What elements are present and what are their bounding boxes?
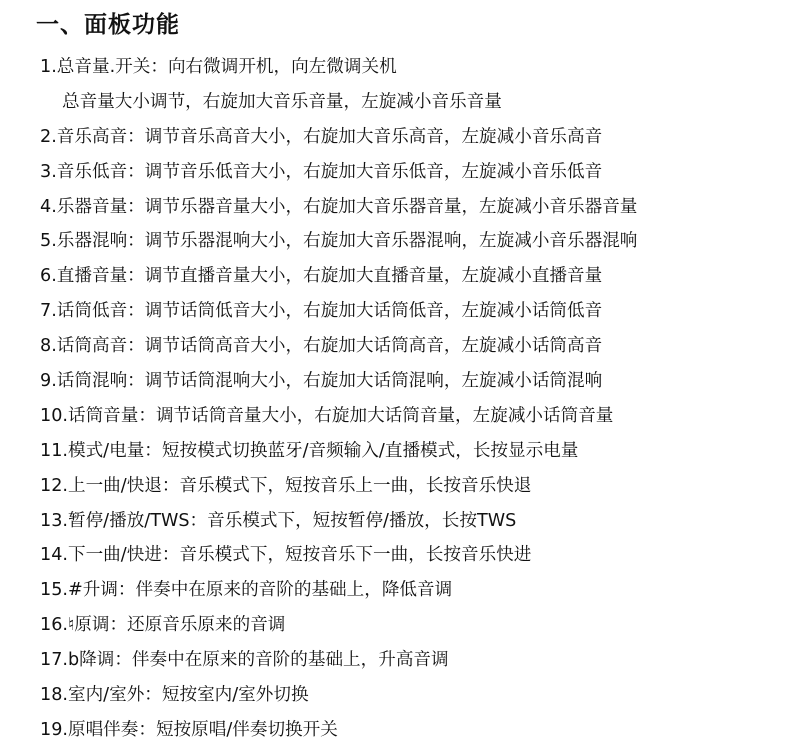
list-item bbox=[0, 50, 790, 85]
item-number: 8. bbox=[40, 336, 57, 357]
list-item bbox=[0, 469, 790, 504]
list-item bbox=[0, 294, 790, 329]
list-item bbox=[0, 329, 790, 364]
list-item bbox=[0, 538, 790, 573]
list-item bbox=[0, 504, 790, 539]
list-item bbox=[0, 643, 790, 678]
list-item bbox=[0, 120, 790, 155]
list-item bbox=[0, 713, 790, 748]
item-number: 5. bbox=[40, 231, 57, 252]
item-text: 音乐低音：调节音乐低音大小，右旋加大音乐低音，左旋减小音乐低音 bbox=[56, 161, 603, 182]
item-text: 上一曲/快退：音乐模式下，短按音乐上一曲，长按音乐快退 bbox=[67, 475, 532, 496]
item-number: 1. bbox=[40, 57, 57, 77]
item-number: 3. bbox=[40, 161, 57, 182]
item-number: 2. bbox=[40, 126, 57, 147]
item-number: 9. bbox=[40, 371, 57, 392]
item-text: 原唱伴奏：短按原唱/伴奏切换开关 bbox=[67, 719, 338, 740]
item-text: 话筒音量：调节话筒音量大小，右旋加大话筒音量，左旋减小话筒音量 bbox=[67, 405, 614, 426]
list-item bbox=[0, 364, 790, 399]
list-item bbox=[0, 155, 790, 190]
item-number: 7. bbox=[40, 301, 57, 322]
item-number: 15. bbox=[40, 580, 68, 601]
item-number: 13. bbox=[40, 510, 68, 531]
item-number: 17. bbox=[40, 650, 68, 671]
item-number: 12. bbox=[40, 475, 68, 496]
item-text: 乐器音量：调节乐器音量大小，右旋加大音乐器音量，左旋减小音乐器音量 bbox=[56, 196, 638, 217]
list-item bbox=[0, 434, 790, 469]
item-text: 直播音量：调节直播音量大小，右旋加大直播音量，左旋减小直播音量 bbox=[56, 266, 603, 287]
item-number: 10. bbox=[40, 405, 68, 426]
item-text: 话筒混响：调节话筒混响大小，右旋加大话筒混响，左旋减小话筒混响 bbox=[56, 371, 603, 392]
item-number: 11. bbox=[40, 440, 68, 461]
item-text: 总音量大小调节，右旋加大音乐音量，左旋减小音乐音量 bbox=[62, 91, 502, 112]
list-item bbox=[0, 608, 790, 643]
item-text: b降调：伴奏中在原来的音阶的基础上，升高音调 bbox=[67, 650, 449, 671]
item-text: 室内/室外：短按室内/室外切换 bbox=[67, 685, 309, 706]
item-number: 19. bbox=[40, 719, 68, 740]
list-item bbox=[0, 573, 790, 608]
item-text: #升调：伴奏中在原来的音阶的基础上，降低音调 bbox=[67, 580, 453, 601]
section-heading: 一、面板功能 bbox=[36, 12, 180, 38]
list-item bbox=[0, 85, 790, 120]
item-text: ♮原调：还原音乐原来的音调 bbox=[67, 615, 286, 636]
item-number: 14. bbox=[40, 545, 68, 566]
function-list bbox=[0, 50, 790, 748]
list-item bbox=[0, 190, 790, 225]
item-text: 话筒高音：调节话筒高音大小，右旋加大话筒高音，左旋减小话筒高音 bbox=[56, 336, 603, 357]
item-text: 总音量.开关：向右微调开机，向左微调关机 bbox=[56, 57, 397, 77]
item-text: 话筒低音：调节话筒低音大小，右旋加大话筒低音，左旋减小话筒低音 bbox=[56, 301, 603, 322]
item-text: 下一曲/快进：音乐模式下，短按音乐下一曲，长按音乐快进 bbox=[67, 545, 532, 566]
item-number: 4. bbox=[40, 196, 57, 217]
item-text: 音乐高音：调节音乐高音大小，右旋加大音乐高音，左旋减小音乐高音 bbox=[56, 126, 603, 147]
item-text: 模式/电量：短按模式切换蓝牙/音频输入/直播模式，长按显示电量 bbox=[67, 440, 579, 461]
item-text: 乐器混响：调节乐器混响大小，右旋加大音乐器混响，左旋减小音乐器混响 bbox=[56, 231, 638, 252]
item-number: 6. bbox=[40, 266, 57, 287]
list-item bbox=[0, 259, 790, 294]
list-item bbox=[0, 678, 790, 713]
item-text: 暂停/播放/TWS：音乐模式下，短按暂停/播放，长按TWS bbox=[67, 510, 517, 531]
list-item bbox=[0, 399, 790, 434]
list-item bbox=[0, 224, 790, 259]
item-number: 18. bbox=[40, 685, 68, 706]
item-number: 16. bbox=[40, 615, 68, 636]
